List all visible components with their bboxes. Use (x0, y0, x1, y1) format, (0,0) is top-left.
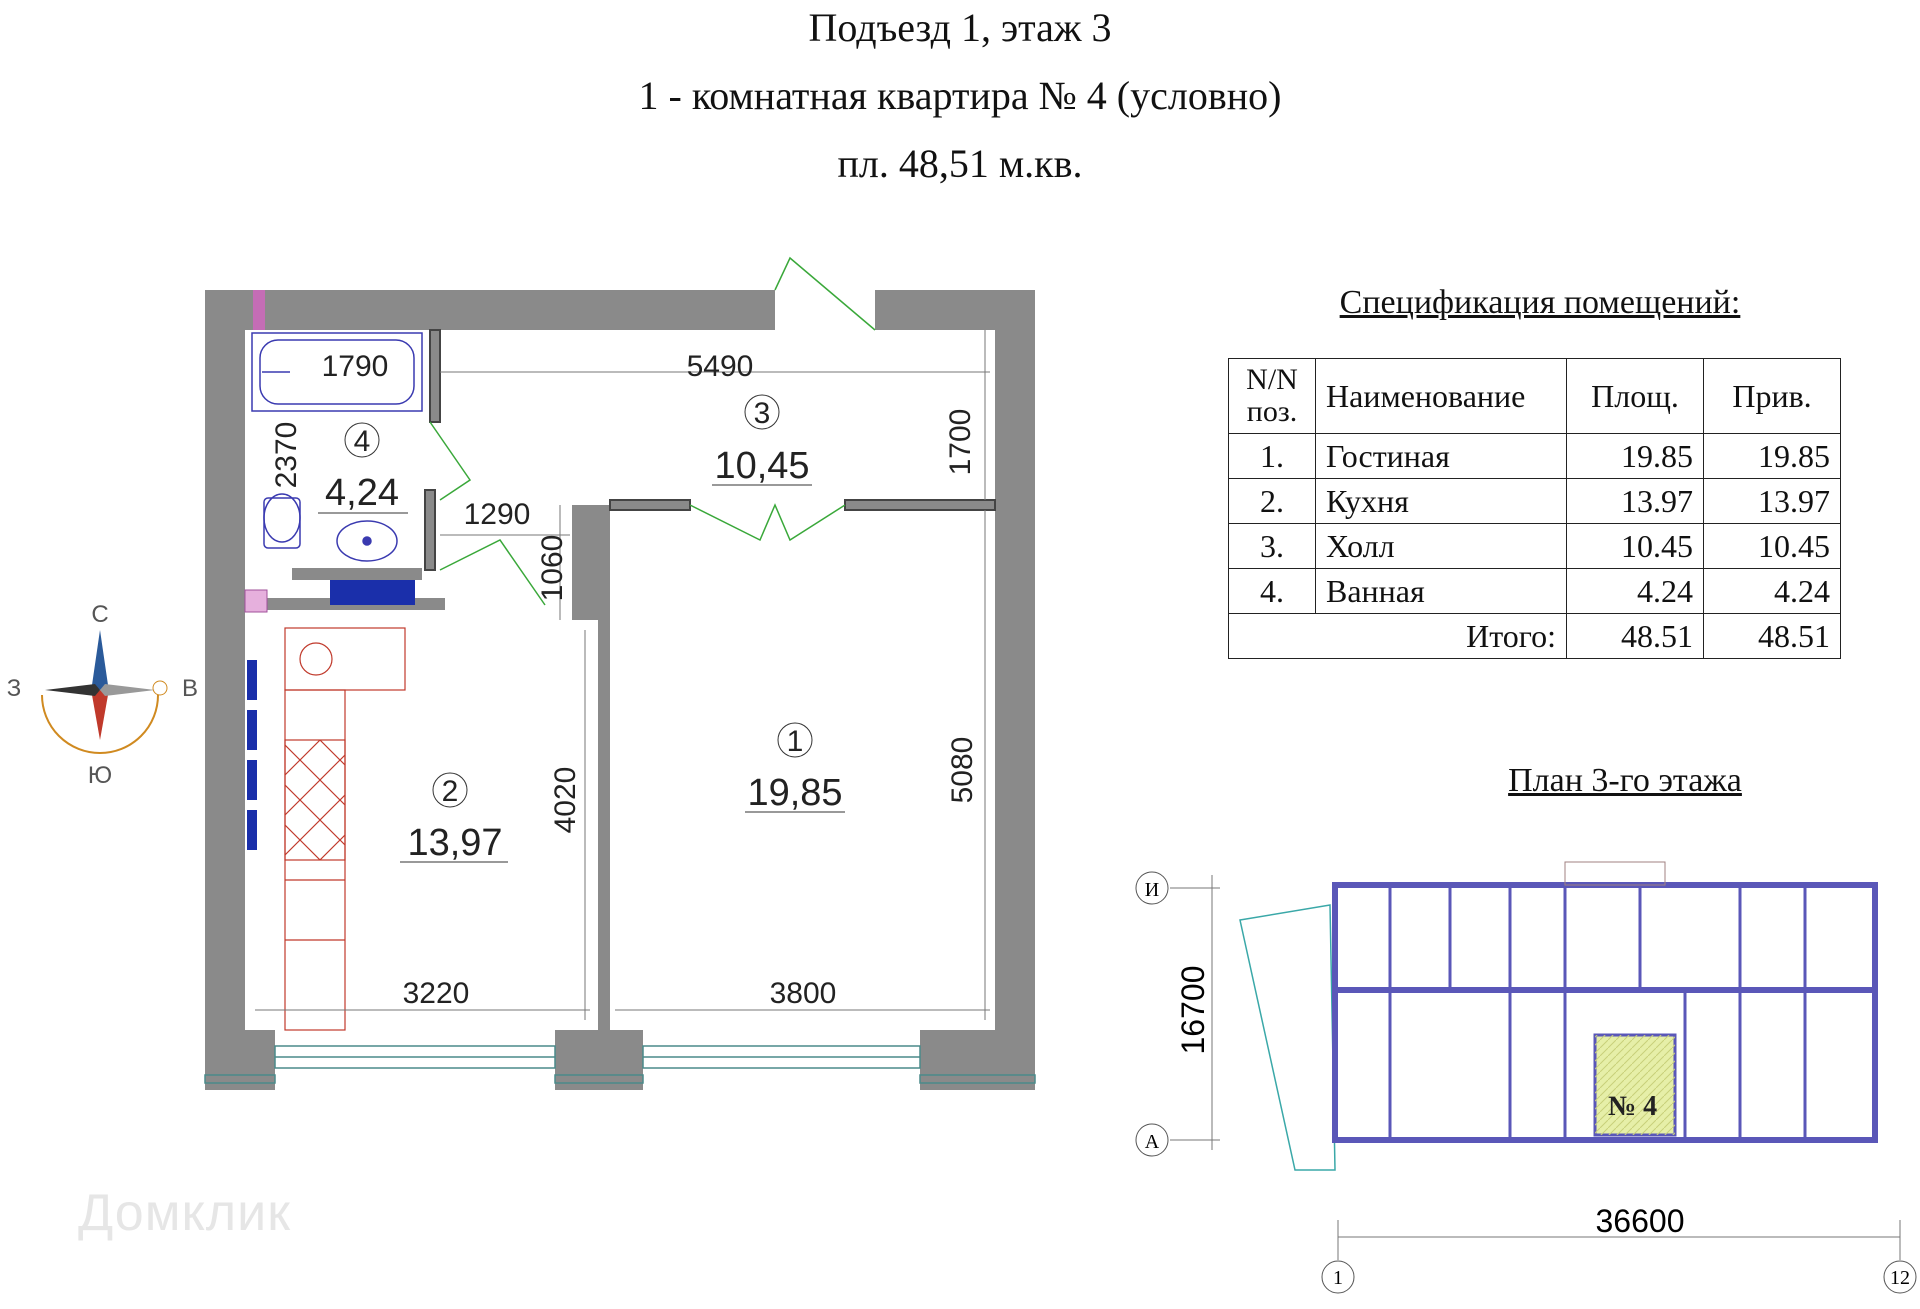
dim-hall-length: 5490 (686, 350, 754, 383)
row-area: 4.24 (1567, 569, 1704, 614)
row-reduced: 4.24 (1704, 569, 1841, 614)
axis-top: И (1144, 879, 1160, 901)
compass-north: С (91, 601, 109, 628)
row-pos: 1. (1229, 434, 1316, 479)
total-label: Итого: (1229, 614, 1567, 659)
spec-header-row (1229, 359, 1841, 434)
room-4-area: 4,24 (325, 472, 399, 514)
dim-living-depth: 5080 (946, 736, 979, 804)
floor-height-dim: 16700 (1175, 965, 1211, 1055)
washbasin (337, 521, 397, 561)
table-row (1229, 569, 1841, 614)
row-reduced: 13.97 (1704, 479, 1841, 524)
room-2-number: 2 (441, 775, 459, 808)
total-area: 48.51 (1567, 614, 1704, 659)
floor-width-dim: 36600 (1595, 1203, 1685, 1239)
room-1-number: 1 (786, 725, 804, 758)
row-name: Ванная (1316, 569, 1567, 614)
table-row (1229, 479, 1841, 524)
radiators (247, 660, 257, 850)
kitchen-units (285, 628, 405, 1030)
watermark: Домклик (78, 1184, 291, 1242)
row-name: Кухня (1316, 479, 1567, 524)
row-area: 13.97 (1567, 479, 1704, 524)
spec-table (1228, 358, 1841, 659)
compass-east: В (181, 675, 199, 702)
row-pos: 3. (1229, 524, 1316, 569)
toilet (264, 494, 300, 548)
col-reduced-header: Прив. (1704, 359, 1841, 434)
header-line-3: пл. 48,51 м.кв. (837, 141, 1083, 186)
compass-south: Ю (87, 762, 113, 789)
apartment-4-label: № 4 (1608, 1091, 1658, 1122)
table-row (1229, 434, 1841, 479)
col-pos-header: N/N поз. (1229, 359, 1316, 434)
floor-plan-title: План 3-го этажа (1508, 762, 1742, 799)
room-4-number: 4 (353, 425, 371, 458)
row-pos: 2. (1229, 479, 1316, 524)
total-row (1229, 614, 1841, 659)
row-reduced: 10.45 (1704, 524, 1841, 569)
row-pos: 4. (1229, 569, 1316, 614)
header-line-2: 1 - комнатная квартира № 4 (условно) (638, 73, 1282, 118)
col-name-header: Наименование (1316, 359, 1567, 434)
compass-west: З (6, 675, 22, 702)
room-1-area: 19,85 (747, 772, 843, 814)
col-area-header: Площ. (1567, 359, 1704, 434)
dim-hall-depth: 1700 (944, 408, 977, 476)
vent-shaft (253, 290, 265, 330)
dim-bath-length: 2370 (270, 421, 303, 489)
total-reduced: 48.51 (1704, 614, 1841, 659)
table-row (1229, 524, 1841, 569)
room-3-area: 10,45 (714, 445, 810, 487)
header-line-1: Подъезд 1, этаж 3 (808, 5, 1112, 50)
dim-kitchen-width: 3220 (402, 977, 470, 1010)
floor-plan-mini (1136, 862, 1916, 1293)
axis-right: 12 (1890, 1267, 1910, 1289)
dim-corridor: 1290 (463, 498, 531, 531)
row-name: Гостиная (1316, 434, 1567, 479)
row-area: 10.45 (1567, 524, 1704, 569)
blue-fixture (330, 580, 415, 605)
row-reduced: 19.85 (1704, 434, 1841, 479)
dim-door: 1060 (536, 534, 569, 602)
dim-bath-width: 1790 (321, 350, 389, 383)
room-2-area: 13,97 (407, 822, 503, 864)
spec-title: Спецификация помещений: (1339, 284, 1741, 321)
riser (245, 590, 267, 612)
dim-kitchen-depth: 4020 (549, 766, 582, 834)
row-area: 19.85 (1567, 434, 1704, 479)
axis-bottom: А (1144, 1131, 1160, 1153)
dim-living-width: 3800 (769, 977, 837, 1010)
room-3-number: 3 (753, 397, 771, 430)
row-name: Холл (1316, 524, 1567, 569)
compass (7, 601, 198, 789)
axis-left: 1 (1333, 1267, 1343, 1289)
